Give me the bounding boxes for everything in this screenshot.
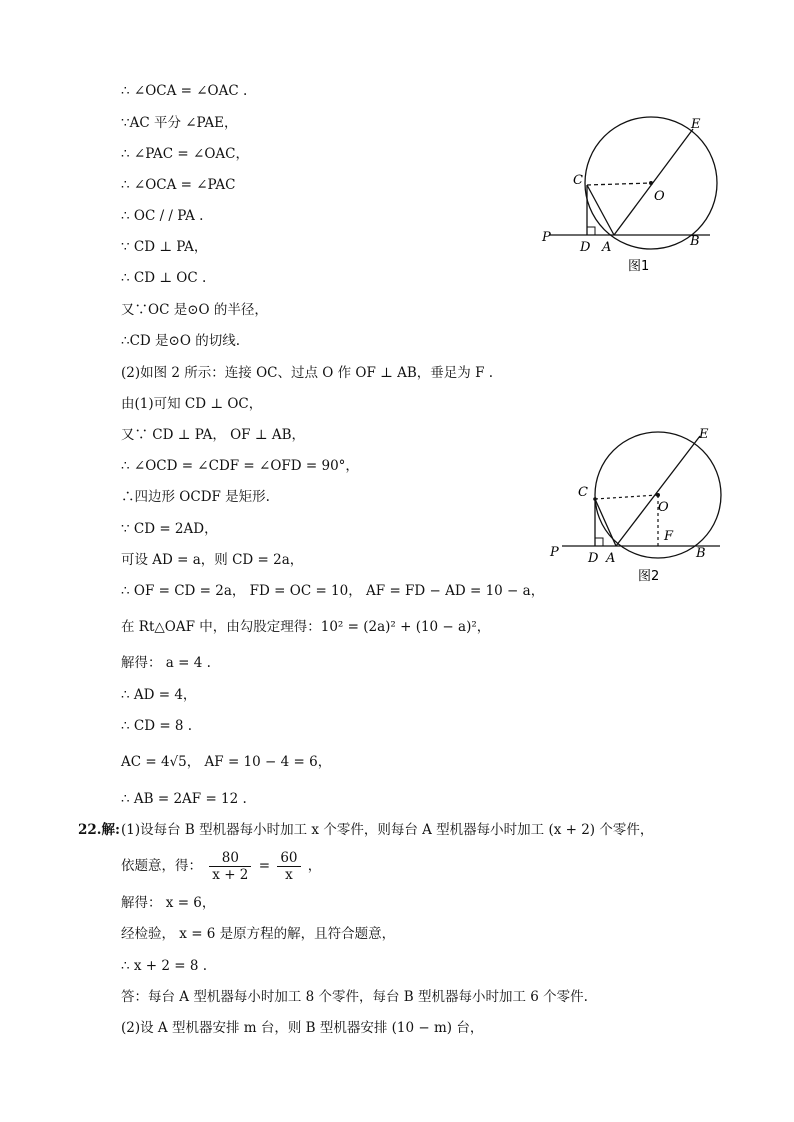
- figure-2-label-p: P: [550, 545, 559, 560]
- equation-equals: =: [258, 858, 271, 874]
- figure-1: [530, 110, 730, 280]
- fraction-right-numerator: 60: [277, 850, 300, 867]
- line-3: ∴ ∠PAC = ∠OAC，: [121, 146, 249, 162]
- line-17: ∴ OF = CD = 2a， FD = OC = 10， AF = FD − AD = 10 − a，: [121, 583, 545, 599]
- line-15: ∵ CD = 2AD，: [121, 521, 218, 537]
- line-10: (2)如图 2 所示：连接 OC、过点 O 作 OF ⊥ AB，垂足为 F .: [121, 365, 494, 381]
- equation-prefix: 依题意，得：: [121, 858, 202, 874]
- figure-1-label-d: D: [580, 240, 591, 255]
- figure-2-label-b: B: [696, 546, 706, 561]
- figure-2-label-d: D: [588, 551, 599, 566]
- figure-1-caption: 图1: [628, 259, 650, 274]
- figure-1-label-a: A: [602, 240, 612, 255]
- figure-1-line-ae: [614, 129, 693, 235]
- figure-1-point-o: [649, 181, 653, 185]
- line-9: ∴CD 是⊙O 的切线.: [121, 333, 240, 349]
- figure-2-label-a: A: [606, 551, 616, 566]
- line-20: ∴ AD = 4，: [121, 687, 197, 703]
- fraction-right: [277, 850, 300, 883]
- figure-2-line-ca: [595, 499, 616, 546]
- line-21: ∴ CD = 8 .: [121, 718, 193, 734]
- line-4: ∴ ∠OCA = ∠PAC: [121, 177, 236, 193]
- figure-1-label-e: E: [691, 117, 701, 132]
- figure-1-right-angle: [587, 227, 595, 235]
- line-19: 解得： a = 4 .: [121, 655, 211, 671]
- line-22: AC = 4√5， AF = 10 − 4 = 6，: [121, 754, 332, 770]
- line-13: ∴ ∠OCD = ∠CDF = ∠OFD = 90°，: [121, 458, 359, 474]
- line-16: 可设 AD = a，则 CD = 2a，: [121, 552, 304, 568]
- figure-2-line-ae: [616, 436, 700, 546]
- figure-2-right-angle: [595, 538, 603, 546]
- figure-2-point-c: [593, 497, 597, 501]
- figure-2-caption: 图2: [638, 569, 660, 584]
- line-25: 解得： x = 6，: [121, 895, 216, 911]
- line-27: ∴ x + 2 = 8 .: [121, 958, 208, 974]
- line-14: ∴四边形 OCDF 是矩形.: [121, 489, 270, 505]
- line-8: 又∵OC 是⊙O 的半径，: [121, 302, 268, 318]
- figure-2-label-e: E: [699, 427, 709, 442]
- figure-1-label-b: B: [690, 234, 700, 249]
- fraction-left-numerator: 80: [209, 850, 251, 867]
- figure-2-label-f: F: [664, 529, 674, 544]
- line-24: (1)设每台 B 型机器每小时加工 x 个零件，则每台 A 型机器每小时加工 (x + 2) 个零件，: [121, 822, 654, 838]
- problem-number: 22.解:: [78, 822, 120, 838]
- line-18: 在 Rt△OAF 中，由勾股定理得：10² = (2a)² + (10 − a)²，: [121, 619, 491, 635]
- fraction-left: [209, 850, 251, 883]
- line-2: ∵AC 平分 ∠PAE，: [121, 115, 238, 131]
- line-7: ∴ CD ⊥ OC .: [121, 270, 207, 286]
- line-26: 经检验， x = 6 是原方程的解，且符合题意，: [121, 926, 396, 942]
- figure-1-line-co: [587, 183, 651, 185]
- fraction-right-denominator: x: [285, 867, 293, 883]
- fraction-left-denominator: x + 2: [212, 867, 249, 883]
- line-6: ∵ CD ⊥ PA，: [121, 239, 208, 255]
- line-23: ∴ AB = 2AF = 12 .: [121, 791, 247, 807]
- equation-suffix: ，: [307, 858, 322, 874]
- line-29: (2)设 A 型机器安排 m 台，则 B 型机器安排 (10 − m) 台，: [121, 1020, 484, 1036]
- figure-2-line-co: [595, 495, 658, 499]
- figure-1-label-o: O: [654, 189, 665, 204]
- figure-2-label-o: O: [658, 500, 669, 515]
- figure-2-point-o: [656, 493, 660, 497]
- line-28: 答：每台 A 型机器每小时加工 8 个零件，每台 B 型机器每小时加工 6 个零件.: [121, 989, 588, 1005]
- line-5: ∴ OC / / PA .: [121, 208, 204, 224]
- line-12: 又∵ CD ⊥ PA， OF ⊥ AB，: [121, 427, 305, 443]
- figure-2-label-c: C: [578, 485, 588, 500]
- line-11: 由(1)可知 CD ⊥ OC，: [121, 396, 263, 412]
- equation-line: [121, 848, 321, 884]
- figure-1-label-p: P: [542, 230, 551, 245]
- figure-1-label-c: C: [573, 173, 583, 188]
- line-1: ∴ ∠OCA = ∠OAC .: [121, 83, 248, 99]
- figure-2: [540, 420, 740, 590]
